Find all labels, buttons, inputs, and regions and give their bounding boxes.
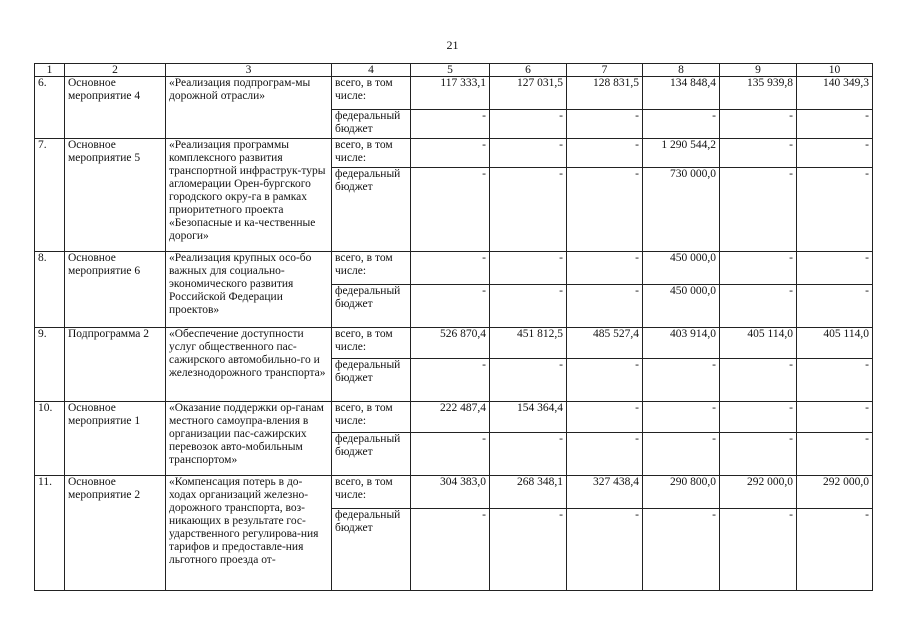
- federal-value: -: [643, 110, 720, 139]
- col-header-8: 8: [643, 64, 720, 77]
- col-header-3: 3: [166, 64, 332, 77]
- col-header-6: 6: [490, 64, 567, 77]
- federal-value: -: [567, 359, 643, 402]
- federal-value: -: [411, 168, 490, 252]
- total-value: 268 348,1: [490, 476, 567, 509]
- total-value: -: [567, 402, 643, 433]
- total-label: всего, в том числе:: [332, 328, 411, 359]
- federal-value: -: [720, 509, 797, 591]
- measure-type: Подпрограмма 2: [65, 328, 166, 402]
- total-value: -: [797, 139, 873, 168]
- total-label: всего, в том числе:: [332, 139, 411, 168]
- col-header-10: 10: [797, 64, 873, 77]
- total-value: -: [797, 252, 873, 285]
- measure-type: Основное мероприятие 5: [65, 139, 166, 252]
- total-value: 450 000,0: [643, 252, 720, 285]
- federal-value: -: [490, 433, 567, 476]
- col-header-5: 5: [411, 64, 490, 77]
- total-value: 1 290 544,2: [643, 139, 720, 168]
- federal-value: -: [797, 285, 873, 328]
- federal-value: -: [720, 359, 797, 402]
- total-value: 127 031,5: [490, 77, 567, 110]
- row-number: 6.: [35, 77, 65, 139]
- table-row: [35, 139, 873, 168]
- total-label: всего, в том числе:: [332, 252, 411, 285]
- total-label: всего, в том числе:: [332, 476, 411, 509]
- col-header-2: 2: [65, 64, 166, 77]
- measure-name: «Реализация подпрограм-мы дорожной отрасли»: [166, 77, 332, 139]
- federal-value: -: [797, 509, 873, 591]
- total-value: 485 527,4: [567, 328, 643, 359]
- federal-value: -: [643, 433, 720, 476]
- federal-value: -: [720, 110, 797, 139]
- federal-label: федеральный бюджет: [332, 433, 411, 476]
- total-value: 304 383,0: [411, 476, 490, 509]
- federal-label: федеральный бюджет: [332, 359, 411, 402]
- total-label: всего, в том числе:: [332, 77, 411, 110]
- measure-type: Основное мероприятие 6: [65, 252, 166, 328]
- col-header-9: 9: [720, 64, 797, 77]
- measure-name: «Реализация крупных осо-бо важных для социально-экономического развития Российской Федерации проектов»: [166, 252, 332, 328]
- measure-name: «Обеспечение доступности услуг общественного пас-сажирского автомобильно-го и железнодорожного транспорта»: [166, 328, 332, 402]
- total-value: -: [567, 139, 643, 168]
- federal-value: -: [411, 433, 490, 476]
- total-value: 405 114,0: [797, 328, 873, 359]
- total-label: всего, в том числе:: [332, 402, 411, 433]
- federal-value: -: [411, 359, 490, 402]
- measure-type: Основное мероприятие 1: [65, 402, 166, 476]
- total-value: -: [411, 139, 490, 168]
- federal-label: федеральный бюджет: [332, 110, 411, 139]
- total-value: 290 800,0: [643, 476, 720, 509]
- total-value: -: [797, 402, 873, 433]
- federal-value: -: [490, 168, 567, 252]
- row-number: 11.: [35, 476, 65, 591]
- federal-value: -: [643, 509, 720, 591]
- measure-type: Основное мероприятие 4: [65, 77, 166, 139]
- budget-table: [34, 63, 873, 591]
- table-row: [35, 402, 873, 433]
- federal-value: -: [797, 433, 873, 476]
- total-value: 222 487,4: [411, 402, 490, 433]
- total-value: -: [490, 139, 567, 168]
- federal-label: федеральный бюджет: [332, 509, 411, 591]
- total-value: 292 000,0: [720, 476, 797, 509]
- federal-value: -: [643, 359, 720, 402]
- federal-value: -: [720, 168, 797, 252]
- col-header-1: 1: [35, 64, 65, 77]
- measure-type: Основное мероприятие 2: [65, 476, 166, 591]
- total-value: -: [720, 139, 797, 168]
- federal-value: -: [720, 433, 797, 476]
- table-row: [35, 328, 873, 359]
- federal-value: -: [567, 110, 643, 139]
- total-value: 405 114,0: [720, 328, 797, 359]
- total-value: 327 438,4: [567, 476, 643, 509]
- federal-value: -: [490, 509, 567, 591]
- total-value: 117 333,1: [411, 77, 490, 110]
- federal-value: -: [411, 285, 490, 328]
- federal-value: -: [411, 110, 490, 139]
- table-row: [35, 252, 873, 285]
- total-value: -: [567, 252, 643, 285]
- federal-value: -: [411, 509, 490, 591]
- federal-value: -: [567, 285, 643, 328]
- table-row: [35, 77, 873, 110]
- col-header-4: 4: [332, 64, 411, 77]
- federal-label: федеральный бюджет: [332, 168, 411, 252]
- total-value: 292 000,0: [797, 476, 873, 509]
- page-number: 21: [446, 38, 459, 52]
- table-row: [35, 476, 873, 509]
- federal-value: -: [797, 110, 873, 139]
- total-value: 451 812,5: [490, 328, 567, 359]
- total-value: -: [643, 402, 720, 433]
- total-value: -: [411, 252, 490, 285]
- total-value: 135 939,8: [720, 77, 797, 110]
- col-header-7: 7: [567, 64, 643, 77]
- federal-value: -: [797, 359, 873, 402]
- row-number: 7.: [35, 139, 65, 252]
- federal-value: -: [567, 168, 643, 252]
- total-value: 140 349,3: [797, 77, 873, 110]
- measure-name: «Компенсация потерь в до-ходах организаций железно-дорожного транспорта, воз-никающих в результате гос-ударственного регулирова-ния тарифов и предоставле-ния льготного проезда от-: [166, 476, 332, 591]
- row-number: 9.: [35, 328, 65, 402]
- total-value: 403 914,0: [643, 328, 720, 359]
- federal-label: федеральный бюджет: [332, 285, 411, 328]
- total-value: 526 870,4: [411, 328, 490, 359]
- row-number: 8.: [35, 252, 65, 328]
- measure-name: «Реализация программы комплексного развития транспортной инфраструк-туры агломерации Орен-бургского городского окру-га в рамках приоритетного проекта «Безопасные и ка-чественные дороги»: [166, 139, 332, 252]
- measure-name: «Оказание поддержки ор-ганам местного самоупра-вления в организации пас-сажирских перевозок авто-мобильным транспортом»: [166, 402, 332, 476]
- row-number: 10.: [35, 402, 65, 476]
- federal-value: 730 000,0: [643, 168, 720, 252]
- federal-value: -: [490, 359, 567, 402]
- total-value: 128 831,5: [567, 77, 643, 110]
- federal-value: 450 000,0: [643, 285, 720, 328]
- total-value: -: [490, 252, 567, 285]
- total-value: 154 364,4: [490, 402, 567, 433]
- total-value: 134 848,4: [643, 77, 720, 110]
- federal-value: -: [490, 285, 567, 328]
- federal-value: -: [567, 433, 643, 476]
- federal-value: -: [490, 110, 567, 139]
- federal-value: -: [797, 168, 873, 252]
- header-row: [35, 64, 873, 77]
- federal-value: -: [567, 509, 643, 591]
- total-value: -: [720, 252, 797, 285]
- total-value: -: [720, 402, 797, 433]
- federal-value: -: [720, 285, 797, 328]
